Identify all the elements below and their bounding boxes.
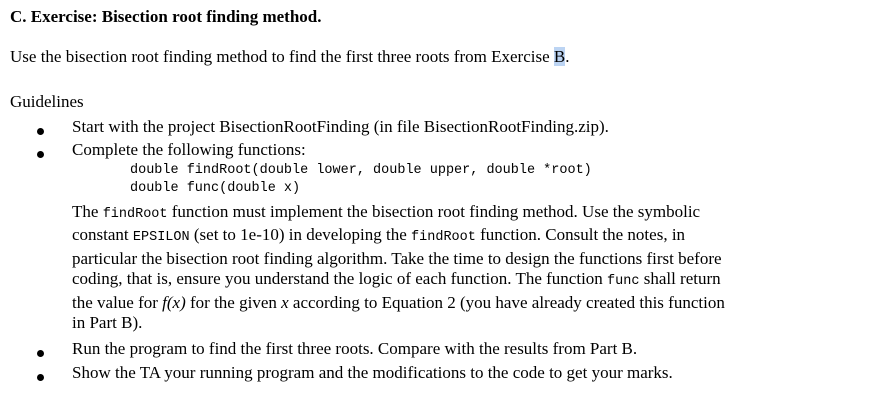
bullet-icon: [37, 151, 44, 158]
paragraph-line: constant EPSILON (set to 1e-10) in developing the findRoot function. Consult the notes, in: [72, 225, 686, 246]
code-line: double func(double x): [130, 181, 301, 196]
intro-sentence: [10, 47, 569, 67]
guidelines-heading: Guidelines: [10, 92, 84, 111]
list-item: Complete the following functions:: [72, 140, 306, 159]
instructions-paragraph: [72, 202, 852, 333]
intro-text: Use the bisection root finding method to find the first three roots from Exercise: [10, 47, 554, 66]
bullet-icon: [37, 374, 44, 381]
intro-end: .: [565, 47, 570, 66]
code-line: double findRoot(double lower, double upper, double *root): [130, 163, 592, 178]
code-token: func: [607, 274, 640, 290]
section-title: C. Exercise: Bisection root finding method.: [10, 7, 322, 26]
bullet-icon: [37, 350, 44, 357]
list-item: Show the TA your running program and the modifications to the code to get your marks.: [72, 363, 673, 382]
math-term: f(x): [162, 292, 186, 312]
math-term: x: [281, 292, 289, 312]
list-item: Start with the project BisectionRootFinding (in file BisectionRootFinding.zip).: [72, 117, 609, 136]
code-token: findRoot: [102, 207, 168, 222]
paragraph-line: the value for f(x) for the given x according to Equation 2 (you have already created this function: [72, 292, 725, 312]
paragraph-line: in Part B).: [72, 313, 143, 333]
paragraph-line: coding, that is, ensure you understand the logic of each function. The function func shall return: [72, 269, 721, 290]
code-token: EPSILON: [132, 230, 190, 246]
bullet-icon: [37, 128, 44, 135]
selected-text[interactable]: B: [553, 47, 566, 66]
paragraph-line: The findRoot function must implement the bisection root finding method. Use the symbolic: [72, 202, 701, 222]
code-token: findRoot: [411, 230, 476, 246]
paragraph-line: particular the bisection root finding algorithm. Take the time to design the functions first before: [72, 248, 722, 268]
list-item: Run the program to find the first three roots. Compare with the results from Part B.: [72, 339, 638, 358]
